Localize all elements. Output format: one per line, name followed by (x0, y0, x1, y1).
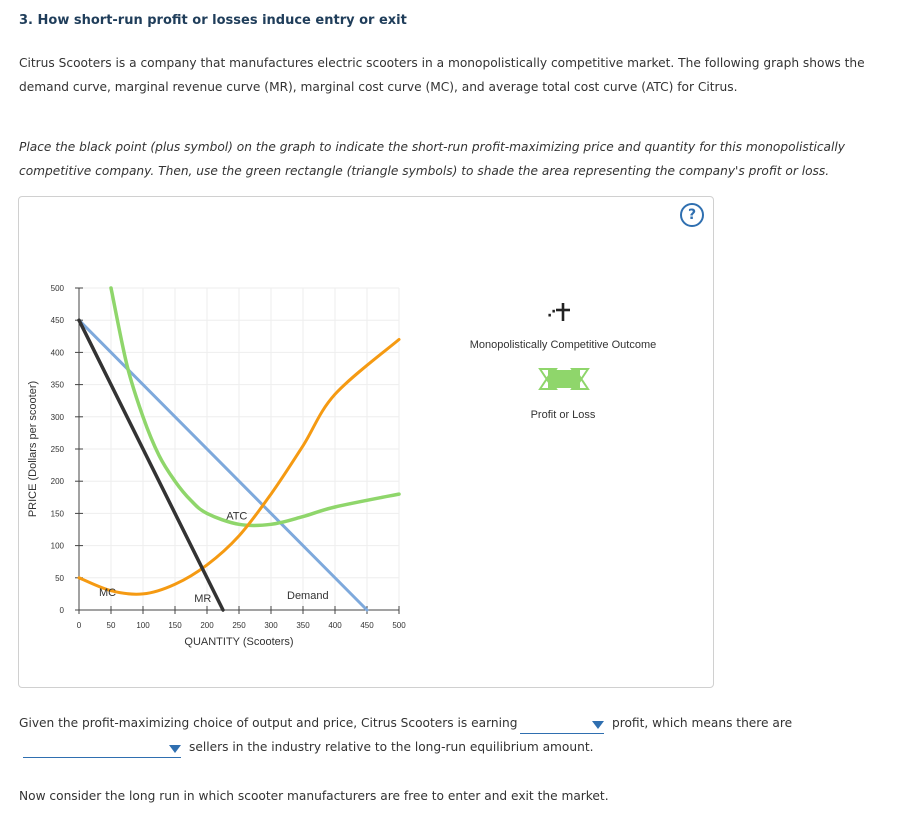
demand-label: Demand (287, 590, 329, 602)
atc-curve (111, 288, 399, 526)
green-rectangle-tool[interactable] (540, 369, 588, 389)
chart (18, 196, 712, 686)
outcome-label: Monopolistically Competitive Outcome (469, 339, 657, 351)
question-instruction: Place the black point (plus symbol) on the graph to indicate the short-run profit-maximizing price and quantity for this monopolistically competitive company. Then, use the green rectangle (triangle symbols) to shade the area representing the company's profit or loss. (19, 140, 846, 178)
mc-label: MC (99, 587, 117, 599)
x-tick-label: 0 (76, 621, 82, 630)
black-point-tool[interactable] (547, 303, 570, 324)
profit-type-dropdown[interactable] (520, 715, 604, 734)
y-tick-label: 200 (50, 477, 64, 487)
answer-sentence-end: sellers in the industry relative to the long-run equilibrium amount. (189, 740, 594, 754)
answer-sentence-start: Given the profit-maximizing choice of output and price, Citrus Scooters is earning (19, 716, 518, 730)
long-run-text: Now consider the long run in which scooter manufacturers are free to enter and exit the market. (19, 789, 609, 803)
question-title: 3. How short-run profit or losses induce entry or exit (19, 13, 407, 28)
x-axis-label: QUANTITY (Scooters) (184, 636, 294, 648)
chevron-down-icon (592, 721, 604, 729)
x-tick-label: 100 (136, 621, 150, 630)
svg-text:·: · (551, 304, 557, 320)
y-tick-label: 0 (59, 606, 64, 615)
x-tick-label: 200 (200, 621, 214, 630)
x-tick-label: 350 (296, 621, 310, 630)
atc-label: ATC (226, 510, 248, 523)
x-tick-label: 300 (264, 621, 278, 630)
seller-count-dropdown[interactable] (23, 739, 181, 758)
y-tick-label: 100 (50, 541, 64, 551)
x-tick-label: 400 (328, 621, 342, 630)
y-tick-label: 500 (50, 284, 64, 293)
svg-text:·: · (547, 308, 553, 324)
x-tick-label: 50 (106, 621, 116, 630)
help-icon[interactable]: ? (680, 203, 704, 227)
mr-curve (79, 320, 223, 610)
y-tick-label: 300 (50, 412, 64, 422)
y-tick-label: 250 (50, 445, 64, 454)
chevron-down-icon (169, 745, 181, 753)
y-axis-label: PRICE (Dollars per scooter) (27, 380, 39, 518)
mr-label: MR (194, 593, 212, 605)
demand-curve (79, 320, 367, 610)
x-tick-label: 450 (360, 621, 374, 630)
profit-label: Profit or Loss (530, 409, 596, 421)
question-intro: Citrus Scooters is a company that manufactures electric scooters in a monopolistically competitive market. The following graph shows the demand curve, marginal revenue curve (MR), marginal cost curve (MC), and average total cost curve (ATC) for Citrus. (19, 56, 865, 94)
x-tick-label: 500 (392, 621, 406, 630)
x-tick-label: 150 (168, 621, 182, 630)
y-tick-label: 150 (50, 509, 64, 519)
x-tick-label: 250 (232, 621, 246, 630)
y-tick-label: 400 (50, 348, 64, 358)
y-tick-label: 50 (55, 573, 64, 583)
y-tick-label: 350 (50, 380, 64, 390)
answer-sentence-mid: profit, which means there are (612, 716, 793, 730)
y-tick-label: 450 (50, 316, 64, 326)
chart-grid (79, 288, 399, 610)
